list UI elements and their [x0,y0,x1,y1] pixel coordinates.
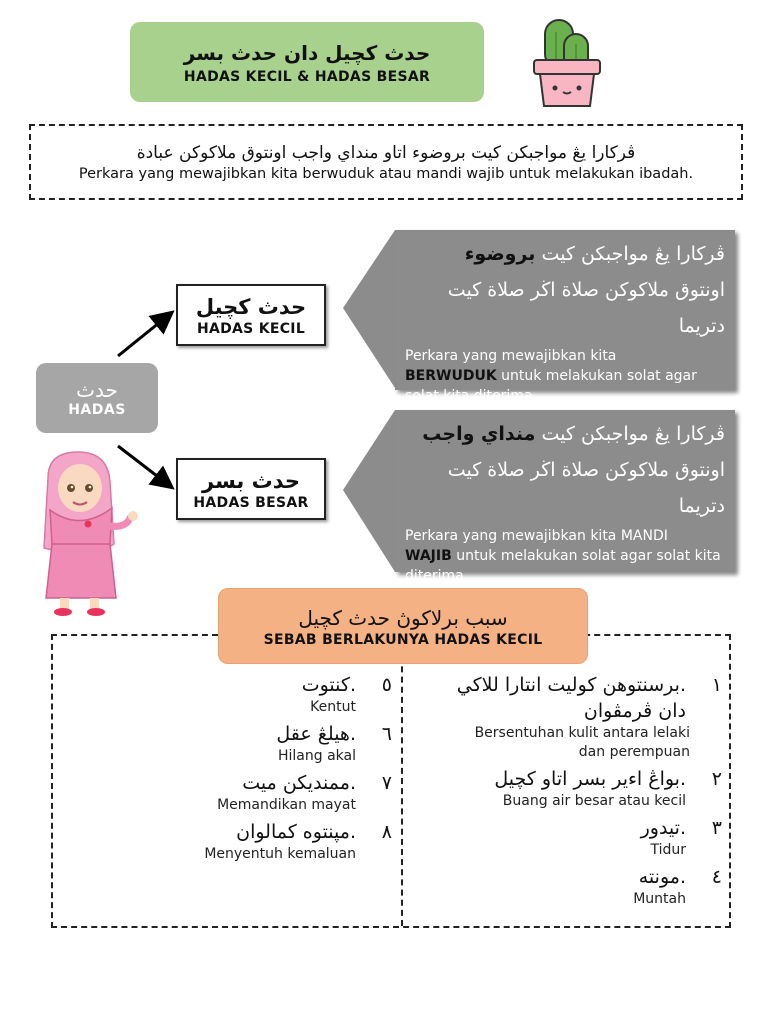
item-malay: Memandikan mayat [217,797,356,813]
item-malay: Menyentuh kemaluan [204,846,356,862]
item-arabic: .مڽنتوه کمالوان [236,821,356,843]
page-title [130,22,484,102]
item-arabic: .ممنديکن ميت [242,772,356,794]
list-item [70,721,392,766]
item-malay: Buang air besar atau kecil [502,793,686,809]
list-item [70,672,392,717]
hadas-besar-box [176,458,326,520]
item-malay: Kentut [310,699,356,715]
callout-besar-arabic: ڤرکارا يڠ مواجبکن کيت منداي واجب اونتوق ملاکوکن صلاة اڬر صلاة کيت دتريما [422,423,725,517]
callout-kecil-malay: Perkara yang mewajibkan kita BERWUDUK untuk melakukan solat agar solat kita diterima [405,348,697,404]
definition-arabic: ڤرکارا يڠ مواجبکن کيت بروضوء اتاو منداي واجب اونتوق ملاکوکن عبادة [136,143,636,163]
item-malay: Muntah [633,891,686,907]
causes-title [218,588,588,664]
definition-box [29,124,743,200]
item-number: ٢ [711,768,722,790]
hadas-besar-callout [395,410,735,584]
arrow-to-hadas-kecil [118,314,170,356]
hadas-besar-arabic: حدث بسر [202,469,300,493]
hadas-root-box [36,363,158,433]
item-number: ٣ [711,817,722,839]
item-number: ٨ [381,821,392,843]
item-arabic: .مونته [638,866,686,888]
hadas-malay: HADAS [68,402,126,418]
callout-besar-malay: Perkara yang mewajibkan kita MANDI WAJIB untuk melakukan solat agar solat kita diterima [405,528,721,584]
causes-right-column [420,672,722,913]
title-malay: HADAS KECIL & HADAS BESAR [183,69,431,85]
item-malay: Bersentuhan kulit antara lelaki dan perempuan [474,725,690,760]
list-item [70,770,392,815]
list-item [420,815,722,860]
causes-divider [401,636,403,926]
girl-hijab-illustration [30,448,148,620]
causes-left-column [70,672,392,868]
item-number: ٤ [711,866,722,888]
callout-pointer [343,410,395,572]
list-item [420,766,722,811]
hadas-kecil-malay: HADAS KECIL [196,321,306,337]
item-number: ٥ [381,674,392,696]
item-number: ٧ [381,772,392,794]
item-arabic: .تيدور [640,817,686,839]
item-malay: Hilang akal [277,748,356,764]
item-arabic: .کنتوت [301,674,356,696]
callout-pointer [343,230,395,388]
callout-kecil-arabic: ڤرکارا يڠ مواجبکن کيت بروضوء اونتوق ملاکوکن صلاة اڬر صلاة کيت دتريما [447,243,725,337]
hadas-besar-malay: HADAS BESAR [193,495,309,511]
definition-malay: Perkara yang mewajibkan kita berwuduk atau mandi wajib untuk melakukan ibadah. [78,166,694,182]
title-arabic: حدث کچيل دان حدث بسر [183,41,431,65]
hadas-kecil-callout [395,230,735,404]
item-number: ٦ [381,723,392,745]
list-item [420,864,722,909]
item-number: ١ [711,674,722,696]
hadas-arabic: حدث [76,378,118,402]
item-arabic: .برسنتوهن کوليت انتارا للاکي دان ڤرمڤوان [456,674,686,722]
item-arabic: .بواڠ اءير بسر اتاو کچيل [494,768,686,790]
item-arabic: .هيلڠ عقل [276,723,356,745]
list-item [420,672,722,762]
hadas-kecil-arabic: حدث کچيل [195,295,307,319]
cactus-pot-icon [528,14,606,110]
causes-title-malay: SEBAB BERLAKUNYA HADAS KECIL [263,632,543,648]
item-malay: Tidur [650,842,686,858]
causes-title-arabic: سبب برلاکوڽ حدث کچيل [298,606,508,630]
hadas-kecil-box [176,284,326,346]
list-item [70,819,392,864]
